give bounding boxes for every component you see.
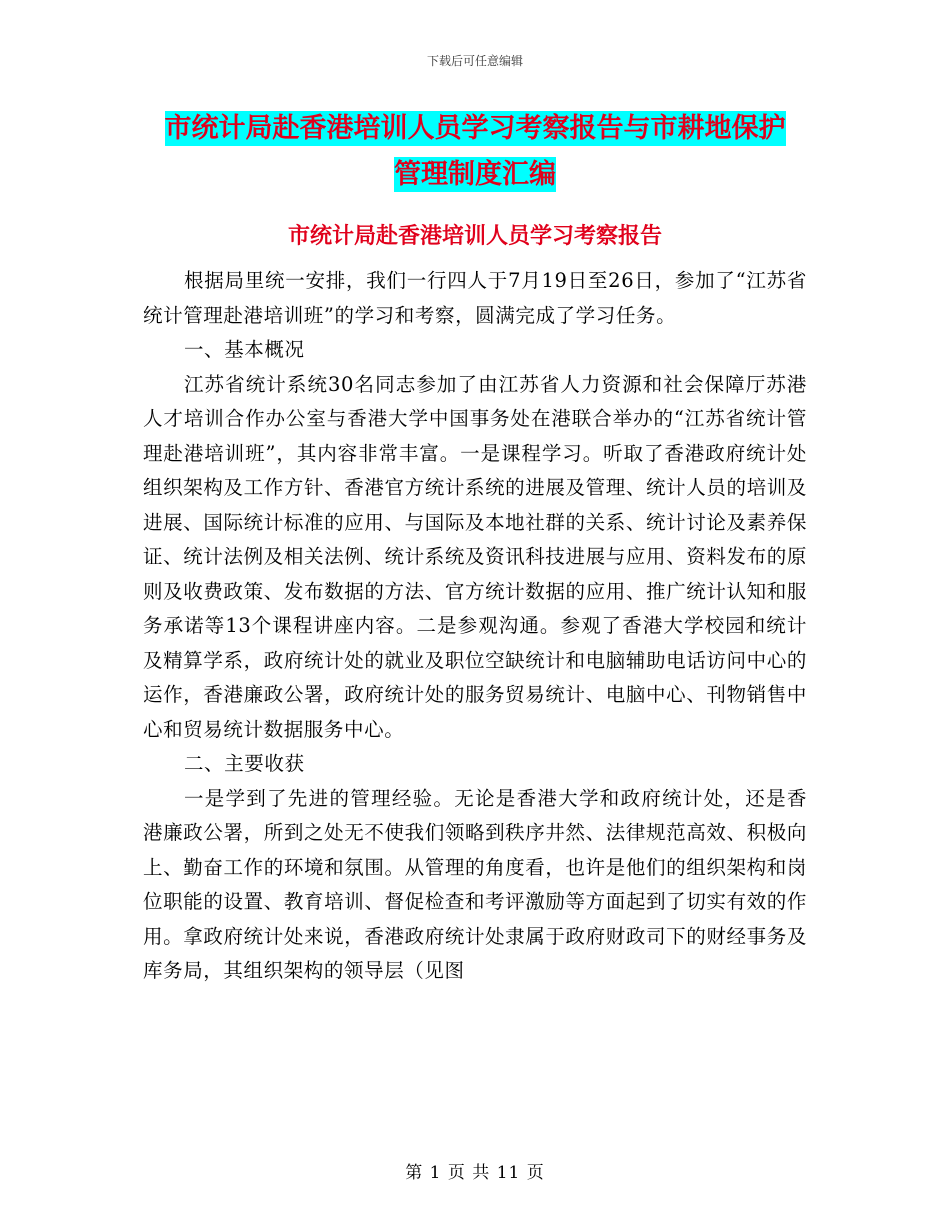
document-body bbox=[143, 264, 807, 989]
paragraph-intro: 根据局里统一安排，我们一行四人于7月19日至26日，参加了“江苏省统计管理赴港培训班”的学习和考察，圆满完成了学习任务。 bbox=[143, 269, 807, 327]
paragraph-overview: 江苏省统计系统30名同志参加了由江苏省人力资源和社会保障厅苏港人才培训合作办公室与香港大学中国事务处在港联合举办的“江苏省统计管理赴港培训班”，其内容非常丰富。一是课程学习。听取了香港政府统计处组织架构及工作方针、香港官方统计系统的进展及管理、统计人员的培训及进展、国际统计标准的应用、与国际及本地社群的关系、统计讨论及素养保证、统计法例及相关法例、统计系统及资讯科技进展与应用、资料发布的原则及收费政策、发布数据的方法、官方统计数据的应用、推广统计认知和服务承诺等13个课程讲座内容。二是参观沟通。参观了香港大学校园和统计及精算学系，政府统计处的就业及职位空缺统计和电脑辅助电话访问中心的运作，香港廉政公署，政府统计处的服务贸易统计、电脑中心、刊物销售中心和贸易统计数据服务中心。 bbox=[143, 372, 807, 741]
paragraph-gains: 一是学到了先进的管理经验。无论是香港大学和政府统计处，还是香港廉政公署，所到之处无不使我们领略到秩序井然、法律规范高效、积极向上、勤奋工作的环境和氛围。从管理的角度看，也许是他们的组织架构和岗位职能的设置、教育培训、督促检查和考评激励等方面起到了切实有效的作用。拿政府统计处来说，香港政府统计处隶属于政府财政司下的财经事务及库务局，其组织架构的领导层（见图 bbox=[143, 786, 807, 982]
page-number: 第 1 页 共 11 页 bbox=[405, 1163, 545, 1183]
page-header-note: 下载后可任意编辑 bbox=[426, 54, 523, 68]
document-title bbox=[140, 106, 810, 198]
heading-main-gains: 二、主要收获 bbox=[183, 752, 305, 775]
section-title: 市统计局赴香港培训人员学习考察报告 bbox=[287, 223, 662, 249]
heading-basic-overview: 一、基本概况 bbox=[183, 338, 305, 361]
document-title-line-2: 管理制度汇编 bbox=[394, 159, 556, 190]
document-title-line-1: 市统计局赴香港培训人员学习考察报告与市耕地保护 bbox=[164, 113, 786, 144]
